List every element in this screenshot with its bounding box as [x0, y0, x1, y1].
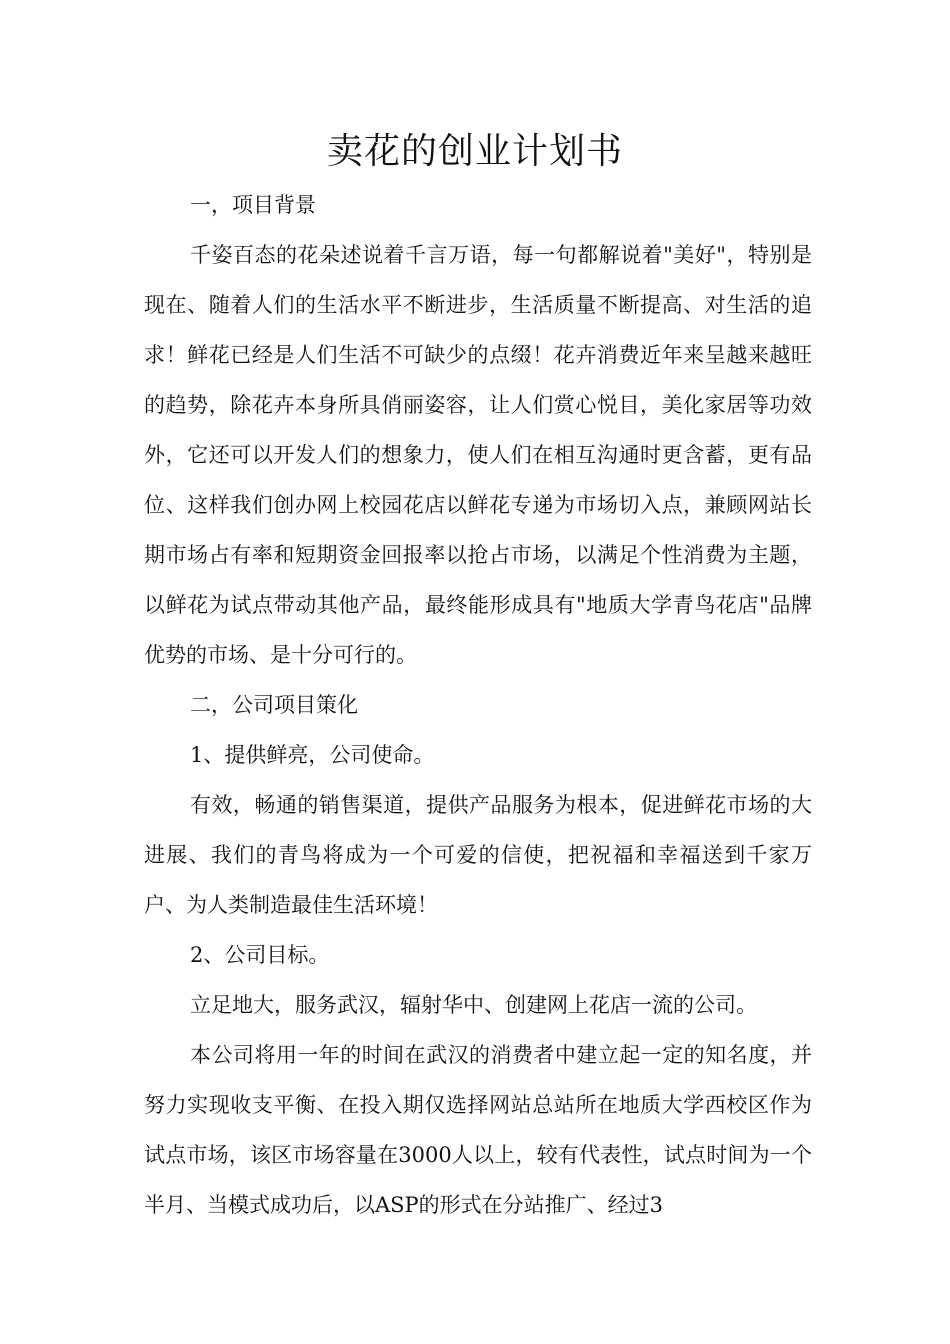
section-heading-planning: 二，公司项目策化	[190, 693, 358, 717]
paragraph-plan: 本公司将用一年的时间在武汉的消费者中建立起一定的知名度，并努力实现收支平衡、在投入期仅选择网站总站所在地质大学西校区作为试点市场，该区市场容量在3000人以上，较有代表性，试点时间为一个半月、当模式成功后，以ASP的形式在分站推广、经过3	[144, 1043, 812, 1217]
subheading-goal: 2、公司目标。	[190, 943, 330, 967]
paragraph-background: 千姿百态的花朵述说着千言万语，每一句都解说着"美好"，特别是现在、随着人们的生活水平不断进步，生活质量不断提高、对生活的追求！鲜花已经是人们生活不可缺少的点缀！花卉消费近年来呈越来越旺的趋势，除花卉本身所具俏丽姿容，让人们赏心悦目，美化家居等功效外，它还可以开发人们的想象力，使人们在相互沟通时更含蓄，更有品位、这样我们创办网上校园花店以鲜花专递为市场切入点，兼顾网站长期市场占有率和短期资金回报率以抢占市场，以满足个性消费为主题，以鲜花为试点带动其他产品，最终能形成具有"地质大学青鸟花店"品牌优势的市场、是十分可行的。	[144, 243, 812, 667]
subheading-mission: 1、提供鲜亮，公司使命。	[190, 743, 435, 767]
document-title: 卖花的创业计划书	[326, 131, 623, 172]
section-heading-background: 一，项目背景	[190, 193, 316, 217]
paragraph-mission: 有效，畅通的销售渠道，提供产品服务为根本，促进鲜花市场的大进展、我们的青鸟将成为一个可爱的信使，把祝福和幸福送到千家万户、为人类制造最佳生活环境！	[144, 793, 812, 917]
document-body	[144, 180, 812, 1230]
paragraph-goal: 立足地大，服务武汉，辐射华中、创建网上花店一流的公司。	[190, 993, 757, 1017]
